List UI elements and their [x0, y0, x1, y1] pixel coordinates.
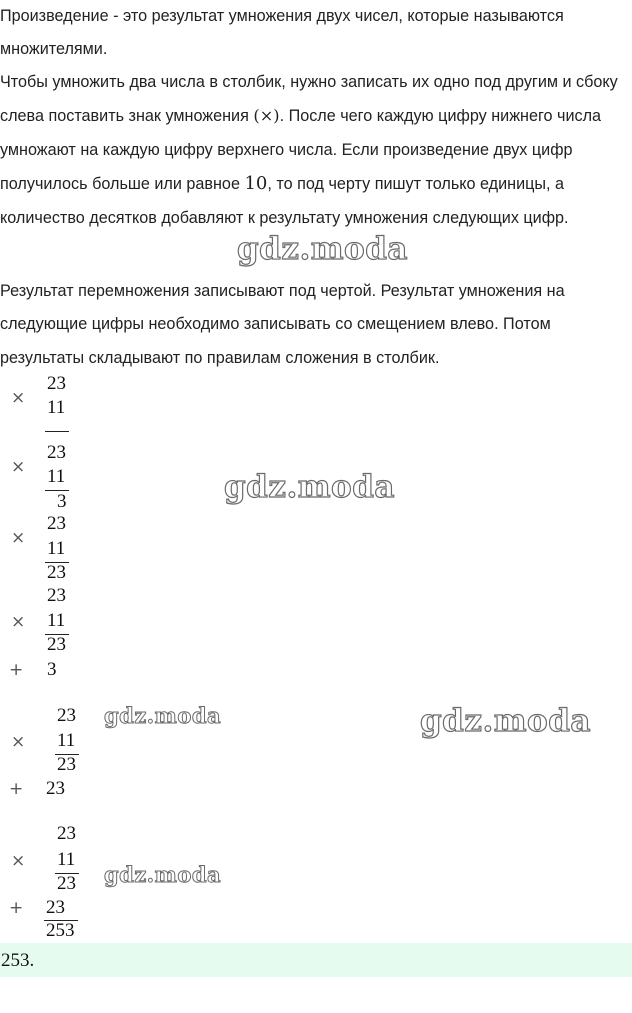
watermark-logo: gdz.moda [224, 469, 395, 505]
multiplicand: 23 [57, 705, 76, 726]
multiplicand: 23 [47, 442, 66, 463]
added-product: 23 [46, 897, 65, 918]
times-sign: × [11, 388, 26, 408]
multiplier: 11 [57, 730, 76, 751]
underline [45, 431, 69, 432]
plus-sign: + [9, 660, 24, 680]
watermark-logo: gdz.moda [104, 862, 222, 887]
final-result: 253 [46, 920, 75, 941]
added-product: 3 [47, 659, 57, 680]
method-text-1: Чтобы умножить два числа в столбик, нужно записать их одно под другим и сбоку слева поставить знак умножения [0, 73, 618, 126]
times-sign: × [11, 732, 26, 752]
multiplier: 11 [47, 466, 66, 487]
method-text-2: . После чего каждую цифру нижнего числа умножают на каждую цифру верхнего числа. Если произведение двух цифр получилось больше или равное [0, 107, 602, 194]
plus-sign: + [9, 779, 24, 799]
multiplicand: 23 [57, 823, 76, 844]
result-paragraph: Результат перемножения записывают под чертой. Результат умножения на следующие цифры необходимо записывать со смещением влево. Потом результаты складывают по правилам сложения в столбик. [0, 282, 565, 367]
partial-product: 23 [57, 754, 76, 775]
partial-product: 23 [57, 873, 76, 894]
partial-product: 3 [57, 491, 67, 512]
times-sign: × [11, 612, 26, 632]
answer-value: 253. [1, 950, 35, 971]
times-sign: × [11, 851, 26, 871]
watermark-logo: gdz.moda [237, 231, 408, 267]
answer-highlight [0, 943, 632, 977]
method-text-3: , то под черту пишут только единицы, а количество десятков добавляют к результату умножения следующих цифр. [0, 175, 569, 227]
multiplicand: 23 [47, 585, 66, 606]
times-sign: × [11, 457, 26, 477]
multiplicand: 23 [47, 373, 66, 394]
plus-sign: + [9, 898, 24, 918]
multiplier: 11 [57, 849, 76, 870]
watermark-logo: gdz.moda [420, 703, 591, 739]
definition-paragraph: Произведение - это результат умножения двух чисел, которые называются множителями. [0, 7, 564, 59]
multiplier: 11 [47, 610, 66, 631]
times-sign: × [11, 528, 26, 548]
ten-number: 10 [244, 173, 268, 195]
multiplicand: 23 [47, 513, 66, 534]
times-sign-inline: (×) [253, 106, 280, 126]
multiplier: 11 [47, 397, 66, 418]
partial-product: 23 [47, 562, 66, 583]
partial-product: 23 [47, 634, 66, 655]
added-product: 23 [46, 778, 65, 799]
watermark-logo: gdz.moda [104, 703, 222, 728]
method-paragraph [0, 66, 630, 235]
multiplier: 11 [47, 538, 66, 559]
